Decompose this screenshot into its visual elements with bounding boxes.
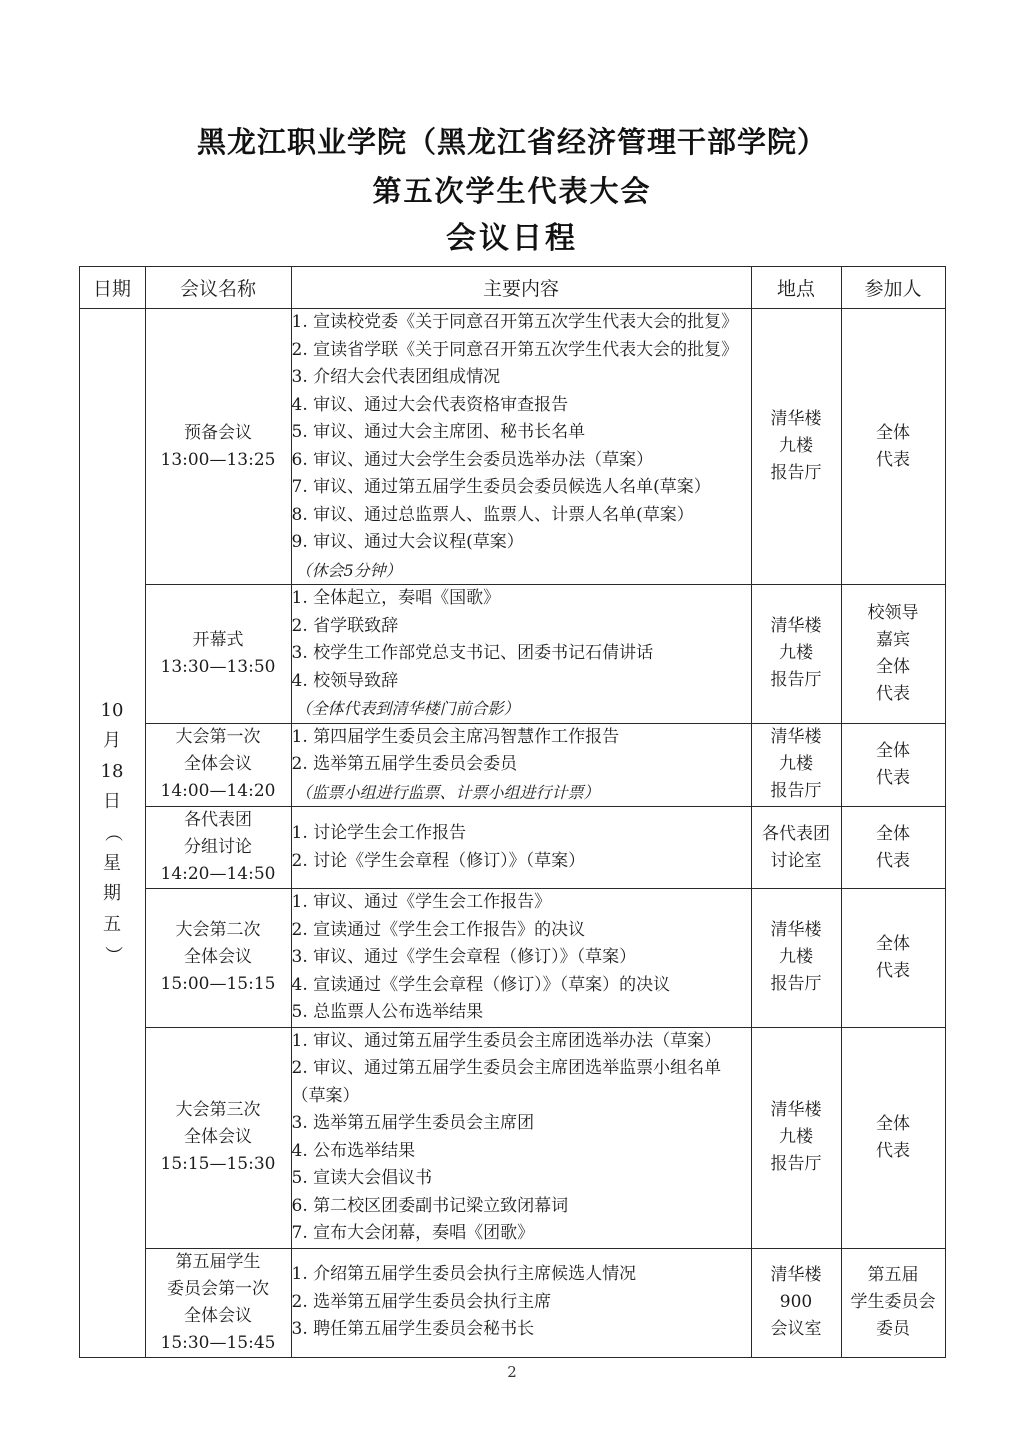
participants-line: 委员 [876,1319,910,1339]
date-stack [80,700,145,966]
meeting-name-cell [145,309,291,585]
participants-line: 第五届 [867,1265,919,1285]
main-content-cell [291,309,751,585]
location-line: 清华楼 [770,1265,822,1285]
participants-line: 代表 [876,960,910,981]
participants-cell [841,309,945,585]
main-content-cell [291,1027,751,1248]
content-item: 6. 第二校区团委副书记梁立致闭幕词 [291,1195,569,1216]
meeting-name-line: 各代表团 [184,810,252,830]
location-cell [751,807,841,889]
participants-cell [841,585,945,724]
location-line: 讨论室 [770,850,822,871]
location-line: 报告厅 [770,974,822,995]
participants-cell [841,1027,945,1248]
participants-line: 全体 [876,740,910,761]
location-line: 报告厅 [770,1154,822,1174]
content-item: 5. 审议、通过大会主席团、秘书长名单 [291,422,586,442]
participants-cell [841,723,945,807]
location-line: 九楼 [779,643,813,664]
location-line: 清华楼 [770,727,822,748]
meeting-name-line: 预备会议 [184,422,252,443]
meeting-name-line: 大会第三次 [175,1100,261,1120]
content-item: 4. 公布选举结果 [291,1140,416,1161]
document-title-main: 黑龙江职业学院（黑龙江省经济管理干部学院） [196,125,827,159]
content-item: 3. 选举第五届学生委员会主席团 [291,1113,535,1133]
content-item: 1. 审议、通过《学生会工作报告》 [291,892,552,912]
participants-cell [841,1248,945,1357]
schedule-table [79,266,946,1358]
meeting-name-cell [145,807,291,889]
location-line: 清华楼 [770,1100,822,1120]
schedule-row [79,889,945,1028]
content-item: 5. 总监票人公布选举结果 [291,1002,484,1022]
header-participants: 参加人 [841,267,945,309]
meeting-name-cell [145,723,291,807]
content-item: 1. 讨论学生会工作报告 [291,823,467,843]
participants-line: 代表 [876,767,910,788]
date-char: ） [101,946,123,965]
location-line: 900 [779,1292,813,1312]
header-main-content: 主要内容 [291,267,751,309]
participants-line: 嘉宾 [876,629,910,650]
location-line: 清华楼 [770,920,822,941]
schedule-table-header [79,267,945,309]
content-note: （监票小组进行监票、计票小组进行计票） [295,782,600,802]
meeting-name-cell [145,889,291,1028]
date-char: 18 [100,760,124,782]
location-cell [751,585,841,724]
main-content-cell [291,807,751,889]
content-item: 4. 校领导致辞 [291,670,399,691]
content-note: （休会5分钟） [295,560,402,580]
date-char: 10 [100,699,124,721]
participants-line: 全体 [876,656,910,677]
participants-line: 全体 [876,1113,910,1134]
participants-line: 全体 [876,823,910,844]
content-item: 2. 省学联致辞 [291,615,399,636]
content-item: 1. 宣读校党委《关于同意召开第五次学生代表大会的批复》 [291,312,739,332]
date-char: 日 [103,791,121,813]
content-note: （全体代表到清华楼门前合影） [295,699,520,718]
date-char: 星 [103,852,121,874]
location-cell [751,889,841,1028]
participants-cell [841,889,945,1028]
content-item: 2. 宣读省学联《关于同意召开第五次学生代表大会的批复》 [291,339,739,360]
main-content-cell [291,1248,751,1357]
schedule-row [79,807,945,889]
location-line: 报告厅 [770,670,822,691]
meeting-name-line: 全体会议 [184,754,252,775]
content-item: 2. 宣读通过《学生会工作报告》的决议 [291,919,586,940]
content-item: 1. 第四届学生委员会主席冯智慧作工作报告 [291,726,620,747]
page-number: 2 [507,1362,517,1381]
location-line: 九楼 [779,1127,813,1147]
main-content-cell [291,723,751,807]
meeting-name-cell [145,1027,291,1248]
content-item: 4. 审议、通过大会代表资格审查报告 [291,394,569,415]
content-item: 3. 介绍大会代表团组成情况 [291,367,501,387]
meeting-name-line: 大会第二次 [175,920,261,941]
participants-line: 代表 [876,683,910,704]
content-item: 6. 审议、通过大会学生会委员选举办法（草案） [291,449,654,470]
meeting-name-line: 全体会议 [184,1305,252,1326]
content-item: 2. 选举第五届学生委员会执行主席 [291,1291,552,1312]
document-title-agenda: 会议日程 [446,221,578,256]
participants-cell [841,807,945,889]
content-item: 4. 宣读通过《学生会章程（修订）》（草案）的决议 [291,974,671,995]
date-char: （ [101,823,123,842]
location-line: 会议室 [770,1319,822,1339]
location-cell [751,1248,841,1357]
meeting-name-line: 第五届学生 [175,1251,261,1272]
location-line: 报告厅 [770,463,822,483]
location-line: 报告厅 [770,781,822,802]
meeting-name-line: 14:00—14:20 [160,781,276,802]
meeting-name-line: 14:20—14:50 [160,864,276,884]
header-location: 地点 [751,267,841,309]
participants-line: 代表 [876,449,910,470]
schedule-row [79,309,945,585]
meeting-name-line: 全体会议 [184,947,252,968]
meeting-name-cell [145,585,291,724]
participants-line: 全体 [876,933,910,954]
header-meeting-name: 会议名称 [145,267,291,309]
location-line: 各代表团 [762,823,830,844]
meeting-name-line: 开幕式 [192,629,244,650]
meeting-name-line: 分组讨论 [184,837,252,857]
content-item: 8. 审议、通过总监票人、监票人、计票人名单(草案） [291,504,694,525]
location-line: 九楼 [779,754,813,775]
date-char: 期 [103,883,121,905]
participants-line: 全体 [876,422,910,443]
meeting-name-line: 13:00—13:25 [160,449,276,470]
content-item: 7. 审议、通过第五届学生委员会委员候选人名单(草案） [291,477,711,497]
document-titles [0,0,1024,254]
date-cell [79,309,145,1358]
date-char: 五 [103,913,121,935]
meeting-name-line: 15:00—15:15 [160,974,276,995]
schedule-row [79,723,945,807]
location-line: 清华楼 [770,409,822,429]
main-content-cell [291,585,751,724]
location-line: 九楼 [779,436,813,456]
content-item: 2. 审议、通过第五届学生委员会主席团选举监票小组名单（草案） [291,1058,722,1106]
meeting-name-cell [145,1248,291,1357]
header-date: 日期 [79,267,145,309]
meeting-name-line: 委员会第一次 [167,1278,269,1299]
meeting-name-line: 13:30—13:50 [160,656,276,677]
content-item: 2. 讨论《学生会章程（修订）》（草案） [291,850,586,871]
meeting-name-line: 大会第一次 [175,727,261,748]
participants-line: 代表 [876,850,910,871]
main-content-cell [291,889,751,1028]
content-item: 7. 宣布大会闭幕，奏唱《团歌》 [291,1223,535,1243]
meeting-name-line: 15:30—15:45 [160,1332,276,1353]
location-line: 清华楼 [770,616,822,637]
content-item: 3. 校学生工作部党总支书记、团委书记石倩讲话 [291,643,654,663]
participants-line: 代表 [876,1140,910,1161]
content-item: 1. 审议、通过第五届学生委员会主席团选举办法（草案） [291,1030,722,1051]
content-item: 1. 全体起立，奏唱《国歌》 [291,588,501,608]
content-item: 3. 审议、通过《学生会章程（修订）》（草案） [291,947,637,967]
participants-line: 学生委员会 [850,1292,936,1312]
header-row [79,267,945,309]
document-title-sub: 第五次学生代表大会 [372,174,652,208]
content-item: 3. 聘任第五届学生委员会秘书长 [291,1319,535,1340]
content-item: 2. 选举第五届学生委员会委员 [291,754,518,774]
meeting-name-line: 15:15—15:30 [160,1154,276,1174]
location-cell [751,723,841,807]
schedule-table-body [79,309,945,1358]
schedule-row [79,1027,945,1248]
content-item: 5. 宣读大会倡议书 [291,1168,433,1188]
location-line: 九楼 [779,947,813,968]
content-item: 1. 介绍第五届学生委员会执行主席候选人情况 [291,1264,637,1285]
date-char: 月 [103,730,121,752]
participants-line: 校领导 [867,602,919,623]
location-cell [751,309,841,585]
location-cell [751,1027,841,1248]
content-item: 9. 审议、通过大会议程(草案） [291,532,524,552]
schedule-row [79,1248,945,1357]
meeting-name-line: 全体会议 [184,1127,252,1147]
schedule-row [79,585,945,724]
